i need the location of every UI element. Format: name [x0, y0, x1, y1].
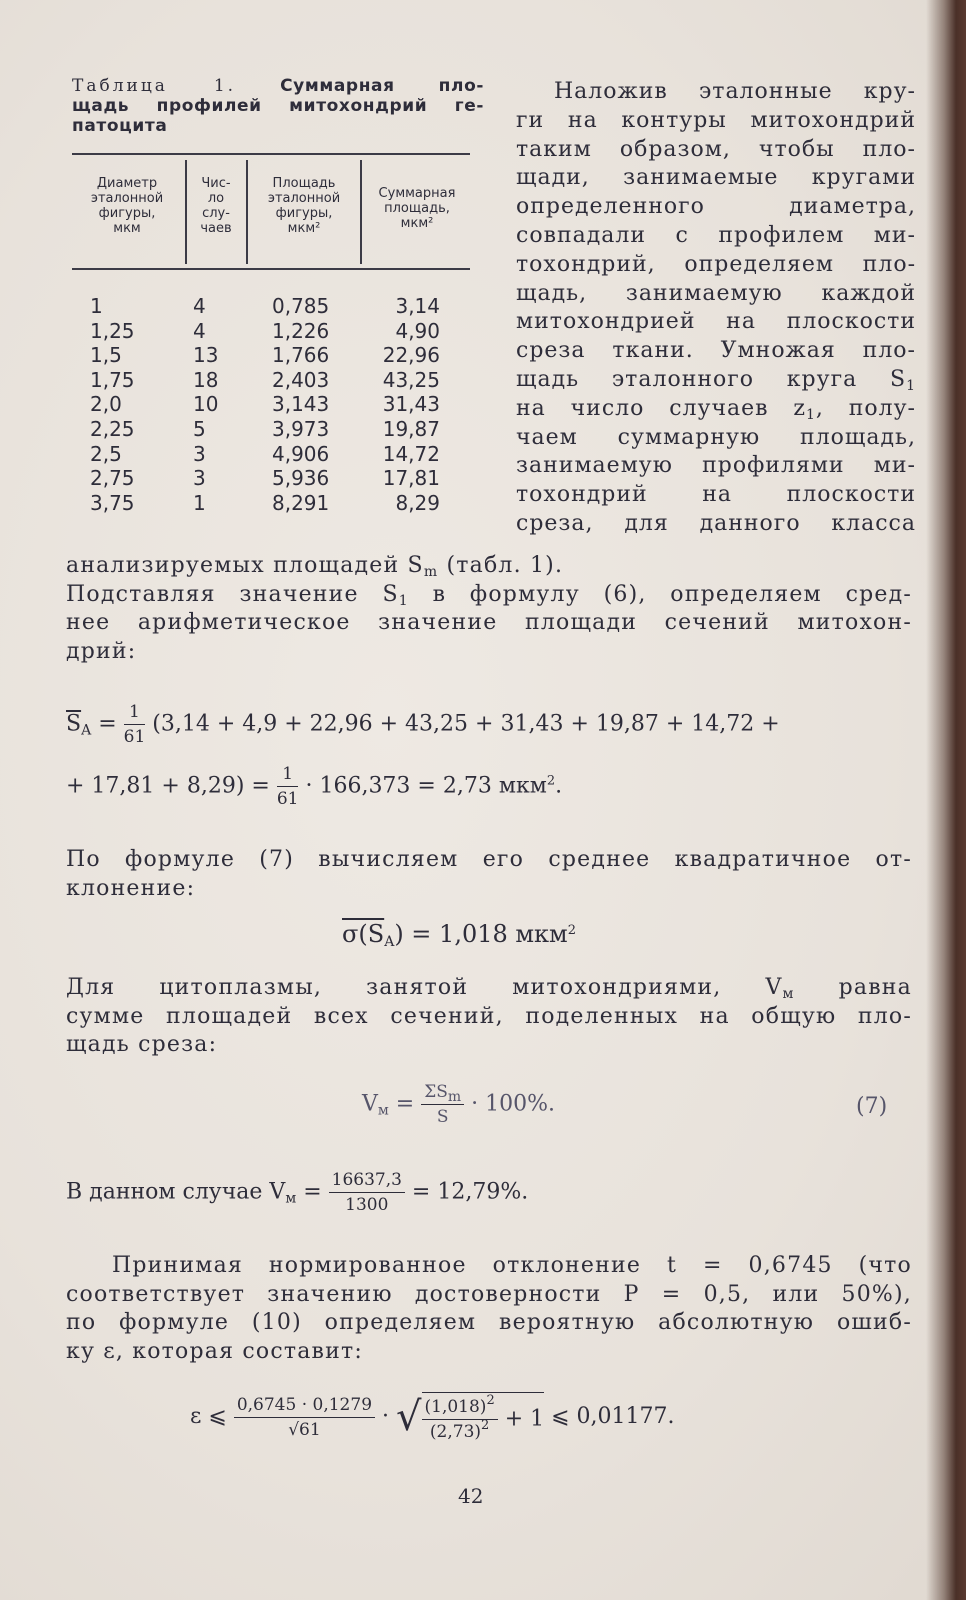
table-header-cases: Чис- ло слу- чаев [200, 176, 232, 236]
table-cell: 3 [193, 466, 206, 491]
table-cell: 5,936 [272, 466, 330, 491]
text-line: анализируемых площадей $S_m$ (табл. 1). [66, 553, 564, 580]
text-line: соответствует значению достоверности P = 0,5, или 50%), [66, 1281, 912, 1307]
text-line: совпадали с профилем ми- [516, 222, 916, 248]
text-line: Принимая нормированное отклонение t = 0,6745 (что [112, 1253, 912, 1278]
text-line: нее арифметическое значение площади сечений митохон- [66, 610, 912, 635]
text-line: тохондрий, определяем пло- [516, 251, 916, 277]
text-line: среза, для данного класса [516, 510, 916, 536]
fraction: $\frac{1}{61}$ [123, 702, 146, 747]
table-cell: 3 [193, 441, 206, 466]
text-line: ку ε, которая составит: [66, 1338, 363, 1364]
text-line: щадь эталонного круга $S_1$ [516, 366, 916, 394]
text-line: среза ткани. Умножая пло- [516, 338, 916, 364]
table-col-diameter [90, 294, 150, 515]
equation-mean-area-line2: + 17,81 + 8,29) = $\frac{1}{61}$ · 166,373 = 2,73 мкм$^2$. [66, 764, 563, 809]
text-line: определенного диаметра, [516, 194, 916, 220]
table-cell: 3,973 [272, 416, 330, 441]
text-line: щадь, занимаемую каждой [516, 280, 916, 306]
fraction: $\frac{16637,3}{1300}$ [329, 1170, 405, 1215]
equation-mean-area: $\overline{S}_A$ = $\frac{1}{61}$ (3,14 + 4,9 + 22,96 + 43,25 + 31,43 + 19,87 + 14,72 + [66, 702, 780, 747]
table-cell: 22,96 [382, 343, 440, 368]
fraction: $\frac{1}{61}$ [276, 764, 299, 809]
table-cell: 18 [193, 367, 219, 392]
table-col-divider [246, 160, 248, 264]
table-cell: 2,0 [90, 392, 122, 417]
text-line: сумме площадей всех сечений, поделенных на общую пло- [66, 1003, 912, 1029]
table-cell: 1,766 [272, 343, 330, 368]
text-line: ги на контуры митохондрий [516, 107, 916, 133]
table-top-rule [72, 153, 470, 155]
table-cell: 4 [193, 318, 206, 343]
table-header-rule [72, 268, 470, 270]
table-cell: 2,25 [90, 416, 135, 441]
text-line: клонение: [66, 875, 196, 901]
table-cell: 19,87 [382, 416, 440, 441]
text-line: дрий: [66, 638, 137, 664]
paragraph-2 [66, 846, 912, 903]
table-cell: 13 [193, 343, 219, 368]
text-line: таким образом, чтобы пло- [516, 136, 916, 162]
table-cell: 1 [90, 294, 103, 318]
table-cell: 2,403 [272, 367, 330, 392]
equation-error: ε ⩽ $\frac{0,6745 \cdot 0,1279}{√61}$ · √ $\frac{(1,018)^2}{(2,73)^2}$ + 1 ⩽ 0,01177. [190, 1393, 675, 1442]
table-caption [72, 76, 484, 136]
equation-number: (7) [856, 1094, 888, 1119]
table-header-area: Площадь эталонной фигуры, мкм² [267, 176, 341, 236]
text-line: тохондрий на плоскости [516, 482, 916, 508]
square-root-icon: √ [396, 1394, 422, 1440]
paragraph-1 [66, 552, 912, 666]
right-column-paragraph [516, 78, 916, 539]
text-line: занимаемую профилями ми- [516, 453, 916, 479]
table-cell: 1,25 [90, 318, 135, 343]
table-cell: 0,785 [272, 294, 330, 318]
text-line: щади, занимаемые кругами [516, 165, 916, 191]
text-line: митохондрией на плоскости [516, 309, 916, 335]
text-line: Наложив эталонные кру- [554, 79, 916, 104]
text-line: по формуле (10) определяем вероятную абсолютную ошиб- [66, 1310, 912, 1335]
equation-std-dev: $\sigma(S_A) = 1,018$ мкм$^2$ [342, 920, 576, 950]
table-col-cases [193, 294, 233, 515]
table-cell: 10 [193, 392, 219, 417]
table-col-divider [185, 160, 187, 264]
paragraph-3 [66, 974, 912, 1060]
table-cell: 8,29 [395, 490, 440, 515]
fraction: $\frac{\Sigma S_m}{S}$ [421, 1082, 464, 1127]
paragraph-4 [66, 1252, 912, 1366]
table-cell: 8,291 [272, 490, 330, 515]
table-cell: 2,75 [90, 466, 135, 491]
table-cell: 4 [193, 294, 206, 318]
fraction: $\frac{0,6745 \cdot 0,1279}{√61}$ [234, 1395, 375, 1440]
text-line: Подставляя значение $S_1$ в формулу (6), определяем сред- [66, 581, 912, 609]
table-cell: 5 [193, 416, 206, 441]
text-line: По формуле (7) вычисляем его среднее квадратичное от- [66, 847, 912, 872]
table-cell: 43,25 [382, 367, 440, 392]
root-body: $\frac{(1,018)^2}{(2,73)^2}$ + 1 [422, 1392, 545, 1442]
table-cell: 1,226 [272, 318, 330, 343]
table-cell: 1 [193, 490, 206, 515]
table-cell: 14,72 [382, 441, 440, 466]
table-cell: 1,5 [90, 343, 122, 368]
table-col-area [272, 294, 352, 515]
table-col-total [364, 294, 440, 515]
caption-line: щадь профилей митохондрий ге- [72, 96, 484, 116]
table-cell: 3,14 [395, 294, 440, 318]
table-cell: 1,75 [90, 367, 135, 392]
caption-line: Таблица 1. Суммарная пло- [72, 76, 485, 96]
text-line: щадь среза: [66, 1032, 218, 1057]
page-number: 42 [458, 1484, 484, 1508]
text-line: Для цитоплазмы, занятой митохондриями, $V_м$ равна [66, 975, 912, 1002]
table-cell: 3,143 [272, 392, 330, 417]
equation-volume: $V_м$ = $\frac{\Sigma S_m}{S}$ · 100%. [362, 1082, 556, 1127]
table-cell: 31,43 [382, 392, 440, 417]
fraction: $\frac{(1,018)^2}{(2,73)^2}$ [422, 1397, 498, 1442]
table-header-total: Суммарная площадь, мкм² [378, 186, 456, 231]
table-cell: 17,81 [382, 466, 440, 491]
table-header-diameter: Диаметр эталонной фигуры, мкм [90, 176, 164, 236]
table-cell: 4,906 [272, 441, 330, 466]
binding-edge [926, 0, 966, 1600]
equation-volume-value: В данном случае $V_м$ = $\frac{16637,3}{1300}$ = 12,79%. [66, 1170, 529, 1215]
table-cell: 3,75 [90, 490, 135, 515]
text-line: чаем суммарную площадь, [516, 424, 916, 450]
table-cell: 4,90 [395, 318, 440, 343]
caption-line: патоцита [72, 116, 168, 136]
table-cell: 2,5 [90, 441, 122, 466]
text-line: на число случаев $z_1$, полу- [516, 395, 916, 423]
